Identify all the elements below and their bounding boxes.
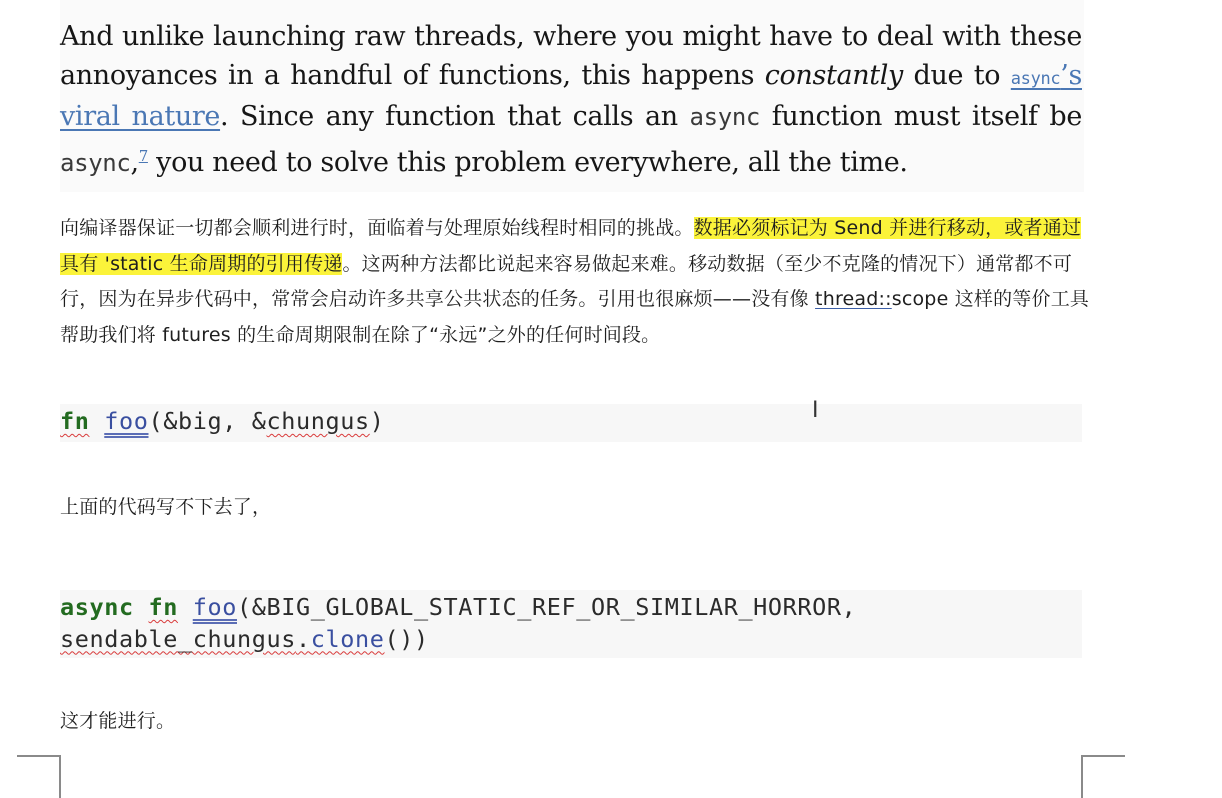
- function-name-foo: foo: [192, 593, 237, 621]
- function-name-foo: foo: [104, 407, 149, 435]
- page-corner-marker-right: [1081, 755, 1125, 798]
- method-clone: clone: [310, 624, 385, 653]
- zh-text: 向编译器保证一切都会顺利进行时，面临着与处理原始线程时相同的挑战。: [60, 217, 694, 239]
- highlighted-text: 数据必须标记为 Send 并进行移动，或者通过具有 'static 生命周期的引用传递: [60, 217, 1082, 275]
- inline-code-async: async: [689, 103, 761, 131]
- footnote-link[interactable]: 7: [138, 146, 148, 165]
- english-text: ,: [130, 146, 139, 178]
- keyword-fn: fn: [60, 407, 90, 435]
- code-arg-sendable-chungus: sendable_chungus: [60, 624, 296, 653]
- english-text: you need to solve this problem everywhere, all the time.: [147, 146, 908, 178]
- text-cursor-icon: I: [812, 398, 819, 423]
- thread-scope-part: scope: [891, 288, 949, 311]
- keyword-fn: fn: [148, 593, 178, 621]
- code-block-async-fn-foo: [60, 590, 1082, 658]
- keyword-async: async: [60, 593, 134, 621]
- thread-scope-term: [815, 288, 892, 310]
- english-text: And unlike launching raw threads, where you might have to deal with these annoyances in a handful of functions, this happens: [60, 21, 1082, 91]
- emphasis-constantly: constantly: [764, 59, 903, 91]
- code-arg-chungus: chungus: [266, 407, 370, 435]
- code-dot: .: [295, 624, 311, 653]
- chinese-note-2: 这才能进行。: [60, 710, 176, 732]
- link-text[interactable]: ’s viral nature: [60, 59, 1082, 132]
- code-text: ): [369, 407, 385, 435]
- english-paragraph: [60, 18, 1082, 182]
- english-text: function must itself be: [760, 101, 1082, 132]
- chinese-note-1: 上面的代码写不下去了，: [60, 496, 272, 518]
- code-text: ()): [384, 624, 429, 653]
- zh-text: 。这两种方法都比说起来容易做起来难。移动数据（至少不克隆的情况下）通常都不可行，因为在异步代码中，常常会启动许多共享公共状态的任务。引用也很麻烦——没有像: [60, 252, 1073, 311]
- code-block-fn-foo: [60, 404, 1082, 442]
- chinese-translation-paragraph: [60, 211, 1090, 353]
- link-code-async[interactable]: async: [1010, 68, 1061, 89]
- inline-code-async: async: [60, 148, 131, 177]
- code-text: (&big, &: [148, 407, 267, 435]
- english-text: due to: [902, 59, 1011, 91]
- thread-scope-part: thread::: [815, 288, 892, 311]
- english-text: . Since any function that calls an: [220, 101, 690, 132]
- code-text: (&BIG_GLOBAL_STATIC_REF_OR_SIMILAR_HORROR,: [237, 593, 857, 621]
- page-corner-marker-left: [17, 755, 61, 798]
- zh-text: 这样的等价工具帮助我们将 futures 的生命周期限制在除了“永远”之外的任何时间段。: [60, 288, 1090, 346]
